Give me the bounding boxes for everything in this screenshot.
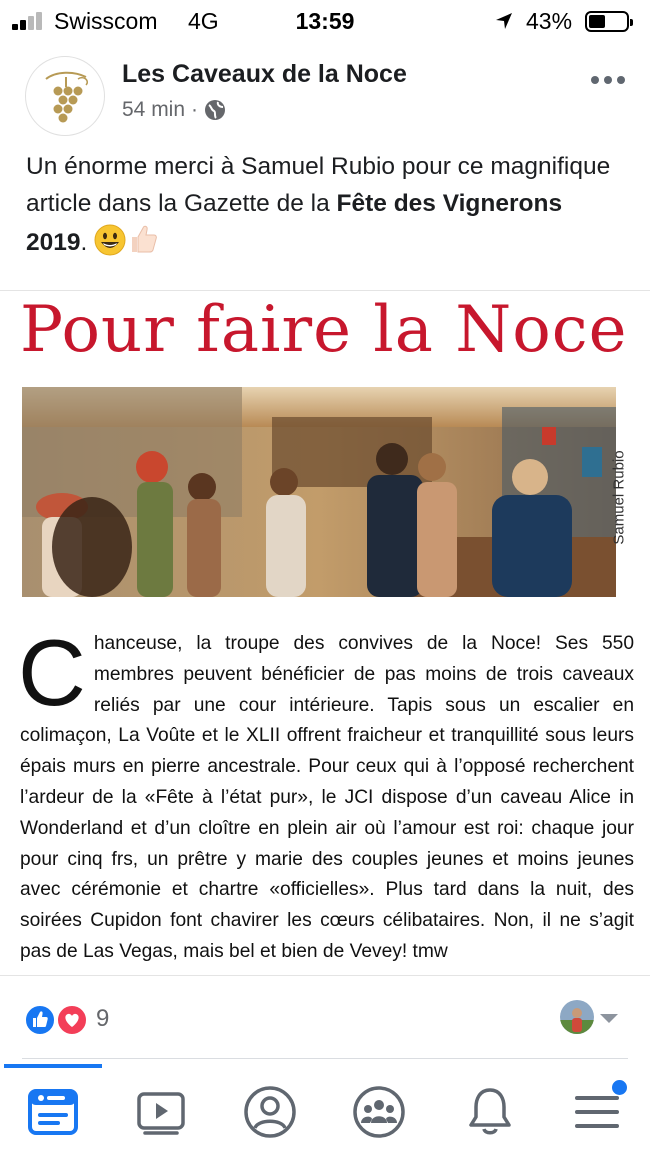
news-feed-tab[interactable] — [23, 1082, 83, 1142]
active-tab-indicator — [4, 1064, 102, 1068]
network-type: 4G — [188, 8, 219, 34]
signal-strength-icon — [12, 12, 48, 30]
reactions-bar[interactable] — [0, 996, 650, 1044]
post-timestamp[interactable]: 54 min — [122, 98, 186, 121]
carrier-name: Swisscom — [54, 8, 158, 34]
article-photo — [22, 387, 616, 597]
more-options-button[interactable] — [588, 70, 628, 90]
reaction-count[interactable]: 9 — [96, 1005, 110, 1032]
page-avatar[interactable] — [25, 56, 105, 136]
drop-cap: C — [18, 620, 86, 725]
battery-percentage: 43% — [526, 8, 573, 34]
meta-separator: · — [191, 98, 199, 121]
dot-icon — [591, 76, 599, 84]
watch-icon — [135, 1086, 187, 1138]
divider — [22, 1058, 628, 1059]
menu-notification-dot — [612, 1080, 627, 1095]
article-image[interactable] — [0, 290, 650, 976]
article-headline: Pour faire la Noce — [20, 293, 628, 367]
dot-icon — [604, 76, 612, 84]
article-body-text: hanceuse, la troupe des convives de la Noce! Ses 550 membres peuvent bénéficier de pas moins de trois caveaux reliés par une cour intérieure. Tapis sous un escalier en colimaçon, La Voûte et le XLII offrent fraicheur et tranquillité sous leurs épais murs en pierre ancestrale. Pour ceux qui à l’opposé recherchent l’ardeur de la «Fête à l’état pur», le JCI dispose d’un caveau Alice in Wonderland et d’un cloître en plein air où l’amour est roi: chaque jour pour cinq frs, un prêtre y marie des couples jeunes et moins jeunes avec cérémonie et chartre «officielles». Plus tard dans la nuit, des soirées Cupidon font chavirer les cœurs célibataires. Non, il ne s’agit pas de Las Vegas, mais bel et bien de Vevey! tmw — [20, 633, 634, 962]
news-feed-icon — [27, 1086, 79, 1138]
watch-tab[interactable] — [131, 1082, 191, 1142]
article-body — [18, 620, 634, 968]
thumbs-up-emoji-icon — [126, 222, 160, 256]
reactor-avatar[interactable] — [560, 1000, 594, 1034]
chevron-down-icon[interactable] — [600, 1014, 618, 1023]
notifications-tab[interactable] — [460, 1082, 520, 1142]
like-reaction-icon — [24, 1004, 56, 1036]
post-text-bold: Fête des Vignerons 2019 — [26, 190, 563, 256]
globe-icon — [204, 99, 226, 121]
post-text-part1: Un énorme merci à Samuel Rubio pour ce magnifique article dans la Gazette de la — [26, 153, 611, 217]
grape-logo-icon — [26, 57, 105, 136]
love-reaction-icon — [56, 1004, 88, 1036]
status-bar — [0, 0, 650, 42]
profile-icon — [243, 1085, 297, 1139]
status-time: 13:59 — [295, 8, 355, 34]
page-name[interactable]: Les Caveaux de la Noce — [122, 60, 407, 88]
groups-icon — [352, 1085, 406, 1139]
grinning-face-emoji-icon — [94, 224, 126, 256]
groups-tab[interactable] — [349, 1082, 409, 1142]
location-arrow-icon — [494, 11, 514, 31]
post-header — [0, 46, 650, 142]
post-message — [26, 148, 626, 261]
bottom-navigation — [0, 1064, 650, 1154]
photo-credit: Samuel Rubio — [610, 450, 628, 545]
profile-tab[interactable] — [240, 1082, 300, 1142]
post-text-part2: . — [80, 229, 95, 256]
notifications-icon — [465, 1085, 515, 1139]
dot-icon — [617, 76, 625, 84]
battery-icon — [585, 11, 629, 32]
post-meta — [122, 98, 226, 122]
